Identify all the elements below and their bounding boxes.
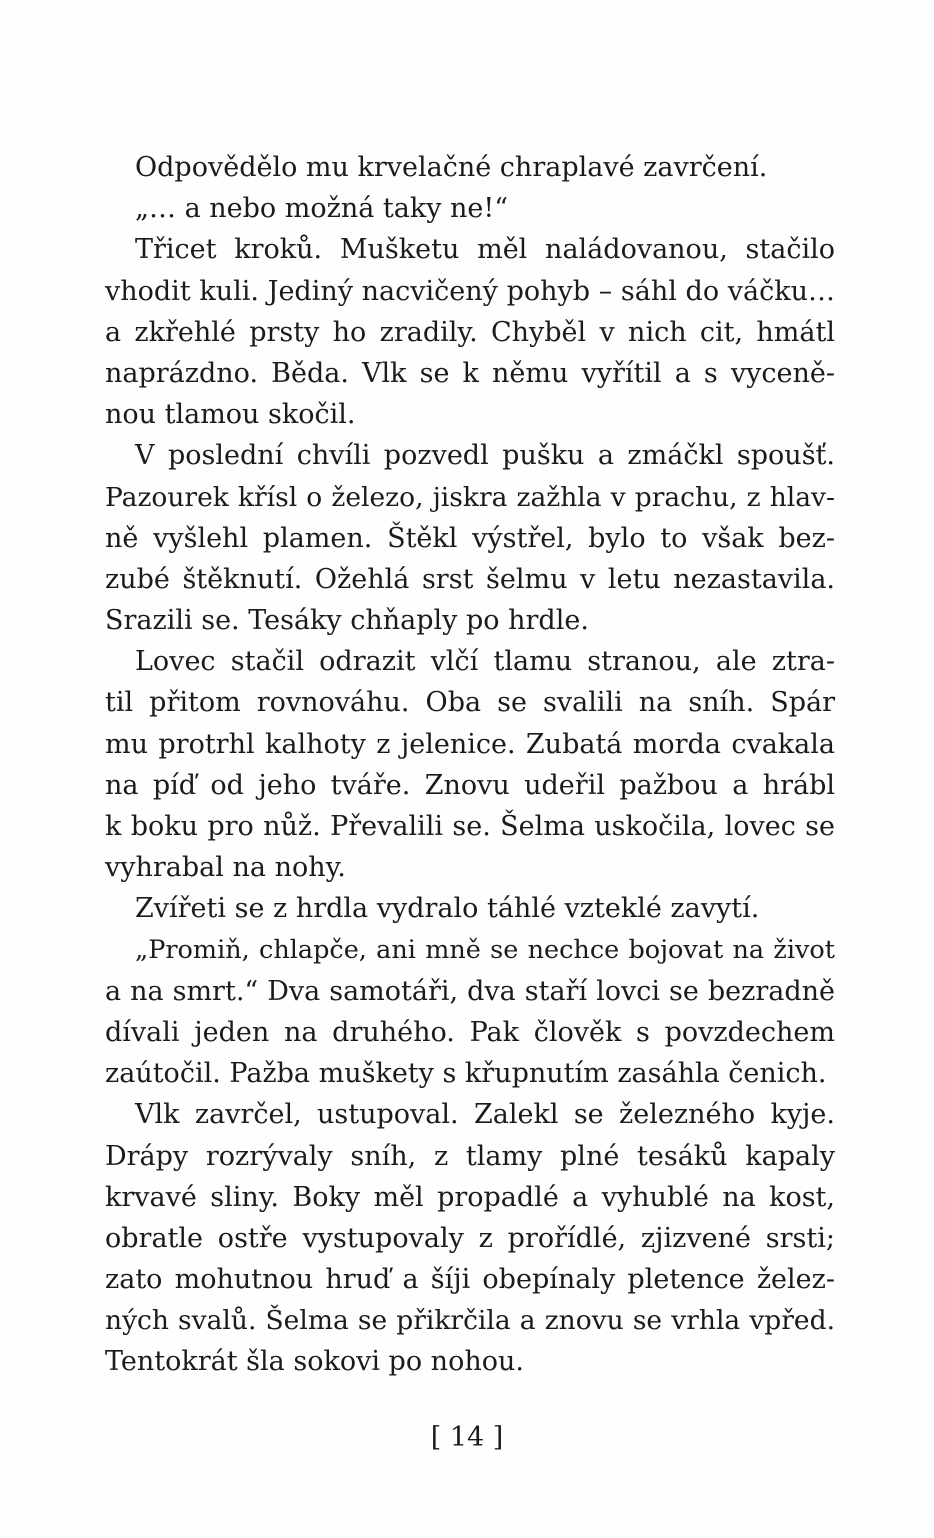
text-line: Pazourek křísl o železo, jiskra zažhla v prachu, z hlav- xyxy=(105,481,835,513)
text-line: naprázdno. Běda. Vlk se k němu vyřítil a s vyceně- xyxy=(105,357,835,389)
text-line: vhodit kuli. Jediný nacvičený pohyb – sáhl do váčku… xyxy=(105,275,835,307)
text-line: Zvířeti se z hrdla vydralo táhlé vzteklé zavytí. xyxy=(135,893,760,925)
text-line: zato mohutnou hruď a šíji obepínaly pletence želez- xyxy=(105,1264,835,1296)
text-line: „… a nebo možná taky ne!“ xyxy=(135,193,509,225)
text-line: dívali jeden na druhého. Pak člověk s povzdechem xyxy=(105,1016,835,1048)
text-line: ně vyšlehl plamen. Štěkl výstřel, bylo to však bez- xyxy=(105,522,835,554)
text-line: zaútočil. Pažba muškety s křupnutím zasáhla čenich. xyxy=(105,1058,827,1090)
text-line: Drápy rozrývaly sníh, z tlamy plné tesáků kapaly xyxy=(105,1140,835,1172)
page-number: [ 14 ] xyxy=(430,1422,504,1453)
text-line: k boku pro nůž. Převalili se. Šelma uskočila, lovec se xyxy=(105,811,835,842)
text-line: obratle ostře vystupovaly z prořídlé, zjizvené srsti; xyxy=(105,1222,835,1254)
text-line: Tentokrát šla sokovi po nohou. xyxy=(105,1346,524,1378)
text-line: Třicet kroků. Mušketu měl naládovanou, stačilo xyxy=(135,234,835,266)
text-line: Vlk zavrčel, ustupoval. Zalekl se železného kyje. xyxy=(135,1099,835,1131)
text-line: a zkřehlé prsty ho zradily. Chyběl v nich cit, hmátl xyxy=(105,316,835,348)
text-line: ných svalů. Šelma se přikrčila a znovu se vrhla vpřed. xyxy=(105,1305,835,1337)
text-line: nou tlamou skočil. xyxy=(105,399,356,431)
text-line: Lovec stačil odrazit vlčí tlamu stranou, ale ztra- xyxy=(135,646,835,678)
text-line: Srazili se. Tesáky chňaply po hrdle. xyxy=(105,605,589,637)
body-text xyxy=(105,147,835,1383)
text-line: mu protrhl kalhoty z jelenice. Zubatá morda cvakala xyxy=(105,728,835,760)
text-line: Odpovědělo mu krvelačné chraplavé zavrčení. xyxy=(135,152,768,183)
text-line: V poslední chvíli pozvedl pušku a zmáčkl spoušť. xyxy=(135,440,835,472)
text-line: vyhrabal na nohy. xyxy=(105,852,346,884)
text-line: „Promiň, chlapče, ani mně se nechce bojovat na život xyxy=(135,934,835,965)
text-line: na píď od jeho tváře. Znovu udeřil pažbou a hrábl xyxy=(105,769,835,801)
text-line: zubé štěknutí. Ožehlá srst šelmu v letu nezastavila. xyxy=(105,563,835,595)
text-line: a na smrt.“ Dva samotáři, dva staří lovci se bezradně xyxy=(105,975,835,1007)
text-line: til přitom rovnováhu. Oba se svalili na sníh. Spár xyxy=(105,687,835,719)
text-line: krvavé sliny. Boky měl propadlé a vyhublé na kost, xyxy=(105,1181,835,1213)
